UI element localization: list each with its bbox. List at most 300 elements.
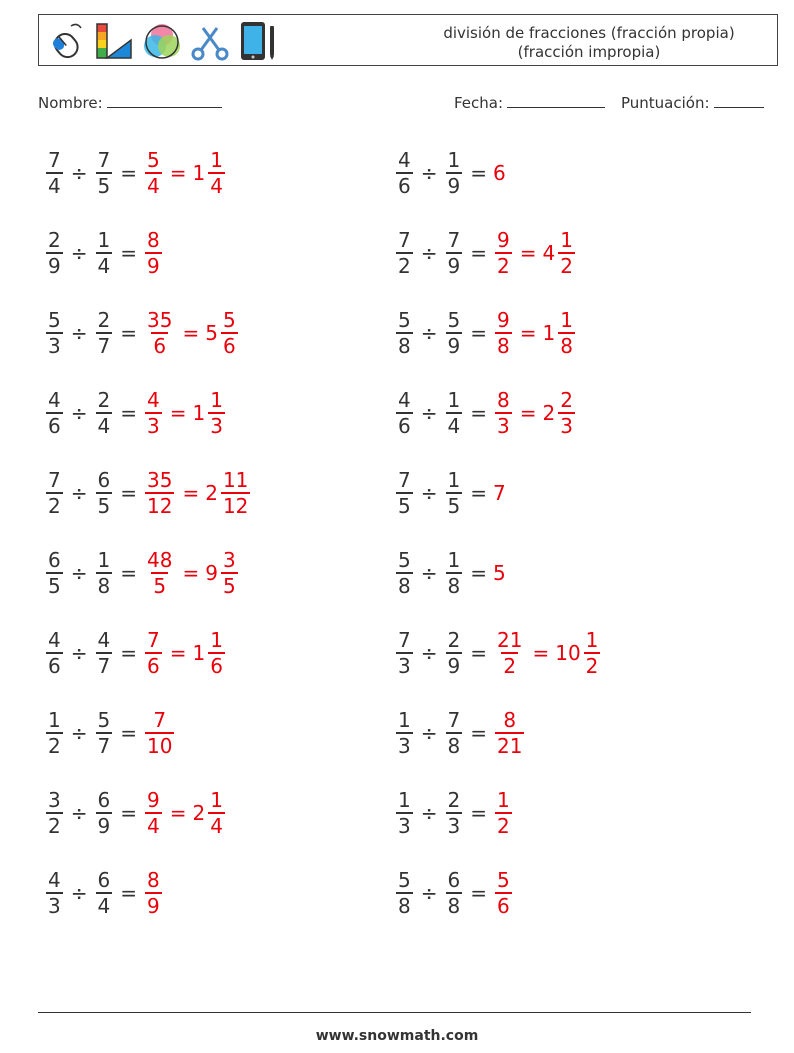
mixed-fraction (221, 548, 238, 598)
denominator: 3 (398, 814, 411, 838)
divide-sign: ÷ (70, 721, 88, 745)
answer-fraction (145, 148, 162, 198)
divide-sign: ÷ (70, 161, 88, 185)
denominator: 3 (398, 654, 411, 678)
divide-sign: ÷ (70, 481, 88, 505)
answer-whole: 5 (493, 561, 506, 585)
numerator: 7 (48, 468, 61, 492)
denominator: 4 (97, 894, 111, 918)
equals-sign: = (120, 401, 137, 425)
divisor-fraction (446, 868, 463, 918)
denominator: 8 (398, 894, 411, 918)
numerator: 7 (398, 228, 411, 252)
equals-sign: = (470, 401, 487, 425)
divisor-fraction (446, 388, 463, 438)
denominator: 7 (97, 654, 111, 678)
dividend-fraction (396, 548, 413, 598)
equals-sign: = (169, 161, 187, 185)
numerator: 8 (497, 388, 510, 412)
numerator: 3 (222, 548, 236, 572)
equals-sign: = (470, 561, 487, 585)
denominator: 2 (497, 814, 510, 838)
mixed-whole: 1 (542, 321, 556, 345)
footer-divider (38, 1012, 751, 1013)
problem-11 (44, 541, 240, 605)
equals-sign: = (120, 561, 137, 585)
problem-18 (394, 781, 514, 845)
numerator: 7 (447, 228, 461, 252)
problem-17 (44, 781, 227, 845)
numerator: 4 (48, 628, 61, 652)
denominator: 6 (48, 414, 61, 438)
dividend-fraction (396, 308, 413, 358)
problem-13 (44, 621, 227, 685)
numerator: 5 (497, 868, 510, 892)
numerator: 1 (210, 148, 223, 172)
answer-mixed-number (193, 388, 227, 438)
denominator: 9 (447, 174, 461, 198)
answer-fraction (145, 308, 174, 358)
dividend-fraction (46, 388, 63, 438)
divide-sign: ÷ (70, 401, 88, 425)
denominator: 3 (560, 414, 573, 438)
name-field (38, 93, 222, 112)
divide-sign: ÷ (420, 481, 438, 505)
denominator: 5 (48, 574, 61, 598)
denominator: 3 (48, 334, 61, 358)
equals-sign: = (470, 481, 487, 505)
answer-fraction (495, 708, 524, 758)
numerator: 7 (398, 628, 411, 652)
answer-mixed-number (193, 148, 227, 198)
name-blank[interactable] (107, 93, 222, 108)
numerator: 1 (398, 788, 411, 812)
denominator: 6 (222, 334, 236, 358)
numerator: 1 (97, 228, 111, 252)
mixed-whole: 1 (192, 161, 206, 185)
numerator: 1 (497, 788, 510, 812)
equals-sign: = (470, 161, 487, 185)
problem-10 (394, 461, 506, 525)
numerator: 8 (147, 228, 160, 252)
numerator: 2 (97, 308, 111, 332)
equals-sign: = (182, 481, 200, 505)
denominator: 9 (447, 654, 461, 678)
name-label: Nombre: (38, 94, 103, 112)
denominator: 5 (447, 494, 461, 518)
equals-sign: = (519, 401, 537, 425)
numerator: 1 (398, 708, 411, 732)
dividend-fraction (46, 228, 63, 278)
numerator: 7 (147, 628, 160, 652)
dividend-fraction (396, 468, 413, 518)
divisor-fraction (446, 788, 463, 838)
mixed-whole: 10 (555, 641, 581, 665)
divisor-fraction (96, 628, 113, 678)
equals-sign: = (182, 561, 200, 585)
mixed-fraction (558, 228, 575, 278)
problem-8 (394, 381, 577, 445)
denominator: 9 (97, 814, 111, 838)
answer-fraction (495, 308, 512, 358)
mixed-fraction (208, 148, 225, 198)
divisor-fraction (96, 548, 113, 598)
numerator: 9 (147, 788, 160, 812)
divide-sign: ÷ (420, 641, 438, 665)
numerator: 7 (48, 148, 61, 172)
score-blank[interactable] (714, 93, 764, 108)
numerator: 6 (48, 548, 61, 572)
dividend-fraction (396, 228, 413, 278)
denominator: 10 (147, 734, 173, 758)
numerator: 1 (48, 708, 61, 732)
equals-sign: = (470, 881, 487, 905)
numerator: 1 (560, 228, 573, 252)
denominator: 4 (97, 254, 111, 278)
numerator: 4 (398, 148, 411, 172)
denominator: 4 (210, 174, 223, 198)
equals-sign: = (470, 241, 487, 265)
problem-7 (44, 381, 227, 445)
divisor-fraction (446, 148, 463, 198)
numerator: 5 (398, 548, 411, 572)
denominator: 9 (447, 254, 461, 278)
equals-sign: = (120, 481, 137, 505)
dividend-fraction (46, 788, 63, 838)
answer-fraction (145, 228, 162, 278)
answer-fraction (495, 868, 512, 918)
equals-sign: = (169, 641, 187, 665)
answer-fraction (145, 788, 162, 838)
dividend-fraction (46, 548, 63, 598)
divide-sign: ÷ (420, 241, 438, 265)
divide-sign: ÷ (420, 561, 438, 585)
dividend-fraction (396, 148, 413, 198)
numerator: 2 (97, 388, 111, 412)
date-label: Fecha: (454, 94, 504, 112)
numerator: 7 (153, 708, 167, 732)
dividend-fraction (396, 868, 413, 918)
numerator: 4 (48, 868, 61, 892)
denominator: 21 (497, 734, 523, 758)
answer-mixed-number (543, 388, 577, 438)
divide-sign: ÷ (70, 561, 88, 585)
mixed-whole: 2 (205, 481, 218, 505)
problem-5 (44, 301, 240, 365)
problem-15 (44, 701, 176, 765)
numerator: 2 (560, 388, 573, 412)
denominator: 6 (48, 654, 61, 678)
denominator: 5 (97, 174, 111, 198)
mixed-whole: 1 (192, 401, 206, 425)
mixed-fraction (208, 628, 225, 678)
denominator: 8 (447, 894, 461, 918)
problem-6 (394, 301, 577, 365)
problem-19 (44, 861, 164, 925)
answer-mixed-number (555, 628, 602, 678)
equals-sign: = (182, 321, 200, 345)
numerator: 9 (497, 228, 510, 252)
mouse-icon (45, 20, 87, 62)
denominator: 9 (48, 254, 61, 278)
numerator: 5 (398, 308, 411, 332)
answer-mixed-number (205, 308, 239, 358)
dividend-fraction (396, 788, 413, 838)
numerator: 1 (447, 548, 461, 572)
divisor-fraction (446, 468, 463, 518)
denominator: 6 (398, 414, 411, 438)
worksheet-header (38, 14, 778, 66)
answer-fraction (145, 548, 174, 598)
dividend-fraction (396, 708, 413, 758)
denominator: 8 (560, 334, 573, 358)
numerator: 1 (210, 388, 223, 412)
denominator: 8 (447, 734, 461, 758)
numerator: 1 (585, 628, 599, 652)
answer-fraction (495, 628, 524, 678)
problem-4 (394, 221, 577, 285)
equals-sign: = (120, 161, 137, 185)
equals-sign: = (120, 641, 137, 665)
equals-sign: = (470, 321, 487, 345)
denominator: 3 (48, 894, 61, 918)
divisor-fraction (96, 148, 113, 198)
denominator: 8 (398, 574, 411, 598)
denominator: 2 (48, 494, 61, 518)
numerator: 4 (48, 388, 61, 412)
answer-fraction (145, 388, 162, 438)
answer-fraction (145, 868, 162, 918)
divisor-fraction (446, 308, 463, 358)
numerator: 35 (147, 308, 173, 332)
dividend-fraction (46, 868, 63, 918)
dividend-fraction (46, 148, 63, 198)
equals-sign: = (470, 721, 487, 745)
denominator: 6 (398, 174, 411, 198)
equals-sign: = (169, 401, 187, 425)
denominator: 2 (48, 814, 61, 838)
answer-mixed-number (193, 628, 227, 678)
date-field (454, 93, 605, 112)
numerator: 5 (48, 308, 61, 332)
dividend-fraction (46, 468, 63, 518)
divisor-fraction (446, 228, 463, 278)
numerator: 4 (398, 388, 411, 412)
equals-sign: = (532, 641, 550, 665)
title-line-2: (fracción impropia) (517, 43, 661, 61)
dividend-fraction (46, 308, 63, 358)
divide-sign: ÷ (70, 801, 88, 825)
numerator: 1 (447, 388, 461, 412)
answer-fraction (495, 388, 512, 438)
denominator: 5 (222, 574, 236, 598)
problem-2 (394, 141, 506, 205)
numerator: 6 (97, 868, 111, 892)
numerator: 4 (97, 628, 111, 652)
denominator: 6 (147, 654, 160, 678)
divisor-fraction (96, 708, 113, 758)
equals-sign: = (120, 321, 137, 345)
mixed-fraction (558, 388, 575, 438)
divide-sign: ÷ (420, 401, 438, 425)
numerator: 21 (497, 628, 523, 652)
equals-sign: = (519, 241, 537, 265)
denominator: 3 (497, 414, 510, 438)
denominator: 9 (147, 894, 160, 918)
denominator: 12 (222, 494, 249, 518)
numerator: 5 (147, 148, 160, 172)
denominator: 3 (398, 734, 411, 758)
divide-sign: ÷ (70, 241, 88, 265)
denominator: 4 (97, 414, 111, 438)
problem-12 (394, 541, 506, 605)
problem-20 (394, 861, 514, 925)
header-icons (45, 20, 279, 62)
mixed-fraction (208, 788, 225, 838)
denominator: 6 (497, 894, 510, 918)
numerator: 3 (48, 788, 61, 812)
mixed-whole: 9 (205, 561, 218, 585)
numerator: 35 (147, 468, 173, 492)
divisor-fraction (96, 868, 113, 918)
numerator: 5 (398, 868, 411, 892)
denominator: 2 (503, 654, 517, 678)
answer-fraction (495, 788, 512, 838)
denominator: 4 (147, 174, 160, 198)
mixed-whole: 2 (542, 401, 556, 425)
equals-sign: = (169, 801, 187, 825)
denominator: 7 (97, 734, 111, 758)
denominator: 12 (147, 494, 173, 518)
date-blank[interactable] (507, 93, 605, 108)
denominator: 3 (210, 414, 223, 438)
denominator: 4 (147, 814, 160, 838)
mixed-whole: 4 (542, 241, 556, 265)
denominator: 5 (97, 494, 111, 518)
numerator: 48 (147, 548, 173, 572)
divide-sign: ÷ (70, 881, 88, 905)
problem-1 (44, 141, 227, 205)
numerator: 2 (447, 788, 461, 812)
numerator: 1 (210, 788, 223, 812)
denominator: 8 (398, 334, 411, 358)
denominator: 2 (497, 254, 510, 278)
numerator: 5 (97, 708, 111, 732)
divisor-fraction (446, 548, 463, 598)
tablet-icon (237, 20, 279, 62)
denominator: 4 (447, 414, 461, 438)
numerator: 2 (48, 228, 61, 252)
denominator: 8 (447, 574, 461, 598)
divide-sign: ÷ (420, 321, 438, 345)
denominator: 5 (398, 494, 411, 518)
dividend-fraction (396, 628, 413, 678)
answer-mixed-number (543, 228, 577, 278)
numerator: 5 (447, 308, 461, 332)
equals-sign: = (470, 641, 487, 665)
numerator: 7 (447, 708, 461, 732)
denominator: 7 (97, 334, 111, 358)
equals-sign: = (120, 881, 137, 905)
equals-sign: = (120, 801, 137, 825)
answer-mixed-number (543, 308, 577, 358)
score-label: Puntuación: (621, 94, 710, 112)
mixed-fraction (558, 308, 575, 358)
denominator: 8 (97, 574, 111, 598)
numerator: 6 (97, 468, 111, 492)
divide-sign: ÷ (420, 801, 438, 825)
mixed-whole: 2 (192, 801, 206, 825)
scissors-icon (189, 20, 231, 62)
problem-16 (394, 701, 526, 765)
numerator: 7 (97, 148, 111, 172)
score-field (621, 93, 764, 112)
dividend-fraction (46, 628, 63, 678)
numerator: 4 (147, 388, 160, 412)
divisor-fraction (96, 388, 113, 438)
problem-14 (394, 621, 602, 685)
dividend-fraction (396, 388, 413, 438)
answer-whole: 6 (493, 161, 506, 185)
denominator: 2 (560, 254, 573, 278)
mixed-whole: 5 (205, 321, 218, 345)
divisor-fraction (96, 308, 113, 358)
divide-sign: ÷ (420, 881, 438, 905)
divisor-fraction (96, 228, 113, 278)
worksheet-title (419, 24, 759, 62)
numerator: 2 (447, 628, 461, 652)
mixed-fraction (221, 308, 238, 358)
numerator: 5 (222, 308, 236, 332)
answer-whole: 7 (493, 481, 506, 505)
numerator: 1 (210, 628, 223, 652)
answer-fraction (145, 708, 174, 758)
denominator: 3 (147, 414, 160, 438)
denominator: 6 (153, 334, 167, 358)
numerator: 9 (497, 308, 510, 332)
answer-mixed-number (193, 788, 227, 838)
equals-sign: = (470, 801, 487, 825)
numerator: 1 (97, 548, 111, 572)
divide-sign: ÷ (420, 161, 438, 185)
divide-sign: ÷ (70, 321, 88, 345)
denominator: 5 (153, 574, 167, 598)
color-ruler-icon (93, 20, 135, 62)
denominator: 2 (398, 254, 411, 278)
numerator: 11 (222, 468, 249, 492)
denominator: 4 (210, 814, 223, 838)
answer-mixed-number (205, 468, 252, 518)
denominator: 9 (147, 254, 160, 278)
mixed-fraction (221, 468, 250, 518)
problem-9 (44, 461, 252, 525)
mixed-whole: 1 (192, 641, 206, 665)
denominator: 4 (48, 174, 61, 198)
denominator: 9 (447, 334, 461, 358)
denominator: 2 (585, 654, 599, 678)
answer-mixed-number (205, 548, 239, 598)
numerator: 1 (447, 148, 461, 172)
equals-sign: = (120, 721, 137, 745)
numerator: 6 (447, 868, 461, 892)
numerator: 7 (398, 468, 411, 492)
equals-sign: = (519, 321, 537, 345)
numerator: 8 (503, 708, 517, 732)
denominator: 6 (210, 654, 223, 678)
denominator: 2 (48, 734, 61, 758)
divide-sign: ÷ (70, 641, 88, 665)
mixed-fraction (584, 628, 601, 678)
